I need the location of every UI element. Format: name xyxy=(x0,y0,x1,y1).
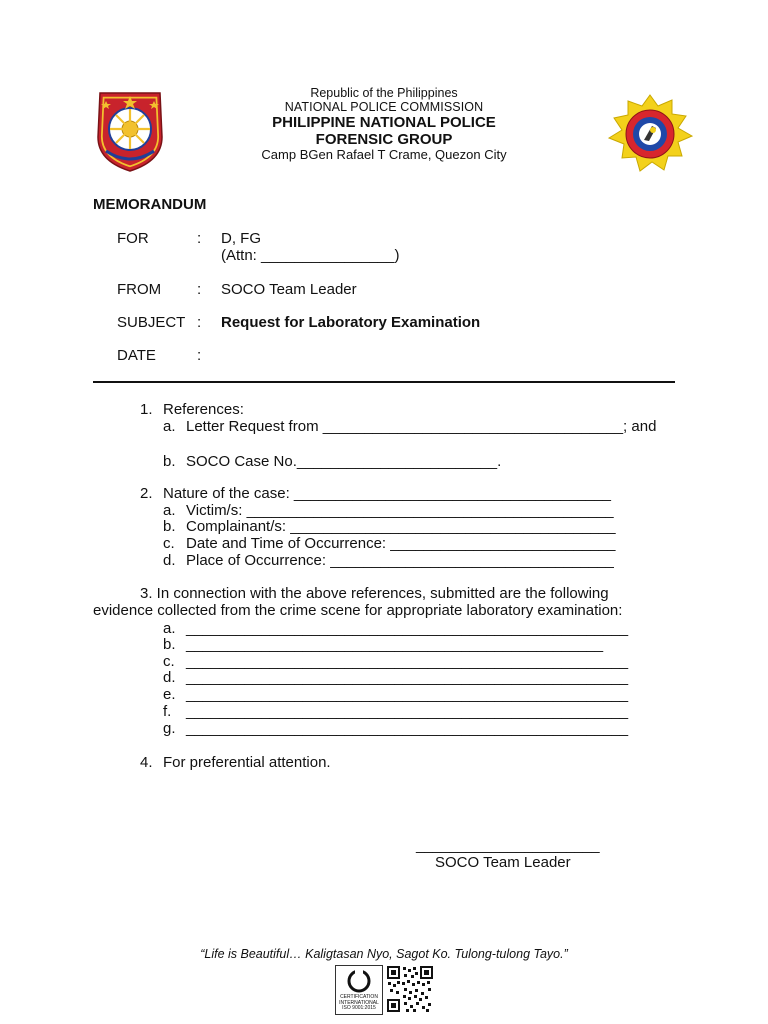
para-2c-text: Date and Time of Occurrence: ___________________________ xyxy=(186,535,616,552)
header-address: Camp BGen Rafael T Crame, Quezon City xyxy=(261,147,507,162)
memo-title: MEMORANDUM xyxy=(93,196,207,213)
cert-line-2: INTERNATIONAL xyxy=(339,999,379,1006)
cert-line-3: ISO 9001:2015 xyxy=(342,1005,376,1011)
header-org: PHILIPPINE NATIONAL POLICE xyxy=(272,114,496,131)
header-group: FORENSIC GROUP xyxy=(315,131,453,148)
for-value: D, FG xyxy=(221,230,261,247)
from-value: SOCO Team Leader xyxy=(221,281,357,298)
evidence-line: __________________________________________________ xyxy=(186,636,604,653)
para-1-number: 1. xyxy=(140,401,153,418)
evidence-line: _____________________________________________________ xyxy=(186,669,629,686)
evidence-line: _____________________________________________________ xyxy=(186,686,629,703)
evidence-letter: f. xyxy=(163,703,172,720)
para-1a-text: Letter Request from ____________________________________; and xyxy=(186,418,657,435)
para-2d-letter: d. xyxy=(163,552,176,569)
for-colon: : xyxy=(197,230,202,247)
evidence-letter: c. xyxy=(163,653,175,670)
subject-value: Request for Laboratory Examination xyxy=(221,314,481,331)
para-2b-text: Complainant/s: _______________________________________ xyxy=(186,518,616,535)
para-2a-letter: a. xyxy=(163,502,176,519)
header-commission: NATIONAL POLICE COMMISSION xyxy=(284,100,484,114)
certification-ring-icon xyxy=(336,968,382,994)
para-1-text: References: xyxy=(163,401,244,418)
evidence-letter: e. xyxy=(163,686,176,703)
evidence-line: _____________________________________________________ xyxy=(186,653,629,670)
header-divider xyxy=(93,381,675,383)
footer-quote: “Life is Beautiful… Kaligtasan Nyo, Sagot Ko. Tulong-tulong Tayo.” xyxy=(200,947,568,961)
evidence-line: _____________________________________________________ xyxy=(186,720,629,737)
para-1b-letter: b. xyxy=(163,453,176,470)
from-label: FROM xyxy=(117,281,162,298)
date-label: DATE xyxy=(117,347,156,364)
para-3-line-2: evidence collected from the crime scene for appropriate laboratory examination: xyxy=(93,602,623,619)
para-2d-text: Place of Occurrence: __________________________________ xyxy=(186,552,614,569)
para-2a-text: Victim/s: ____________________________________________ xyxy=(186,502,614,519)
evidence-line: _____________________________________________________ xyxy=(186,703,629,720)
qr-code xyxy=(386,965,434,1013)
from-colon: : xyxy=(197,281,202,298)
para-4-number: 4. xyxy=(140,754,153,771)
evidence-line: _____________________________________________________ xyxy=(186,620,629,637)
para-1a-letter: a. xyxy=(163,418,176,435)
subject-label: SUBJECT xyxy=(117,314,186,331)
para-2c-letter: c. xyxy=(163,535,175,552)
para-2-text: Nature of the case: ______________________________________ xyxy=(163,485,611,502)
attn-line: (Attn: ________________) xyxy=(221,247,400,264)
para-2-number: 2. xyxy=(140,485,153,502)
para-2b-letter: b. xyxy=(163,518,176,535)
evidence-letter: a. xyxy=(163,620,176,637)
for-label: FOR xyxy=(117,230,149,247)
para-1b-text: SOCO Case No.________________________. xyxy=(186,453,502,470)
header-republic: Republic of the Philippines xyxy=(310,86,458,100)
evidence-letter: d. xyxy=(163,669,176,686)
certification-logo xyxy=(335,965,383,1015)
date-colon: : xyxy=(197,347,202,364)
evidence-letter: g. xyxy=(163,720,176,737)
para-4-text: For preferential attention. xyxy=(163,754,331,771)
para-3-line-1: 3. In connection with the above references, submitted are the following xyxy=(140,585,609,602)
signature-name: SOCO Team Leader xyxy=(435,854,571,871)
subject-colon: : xyxy=(197,314,202,331)
signature-line: ______________________ xyxy=(416,837,600,854)
evidence-letter: b. xyxy=(163,636,176,653)
cert-line-1: CERTIFICATION xyxy=(340,994,378,1000)
